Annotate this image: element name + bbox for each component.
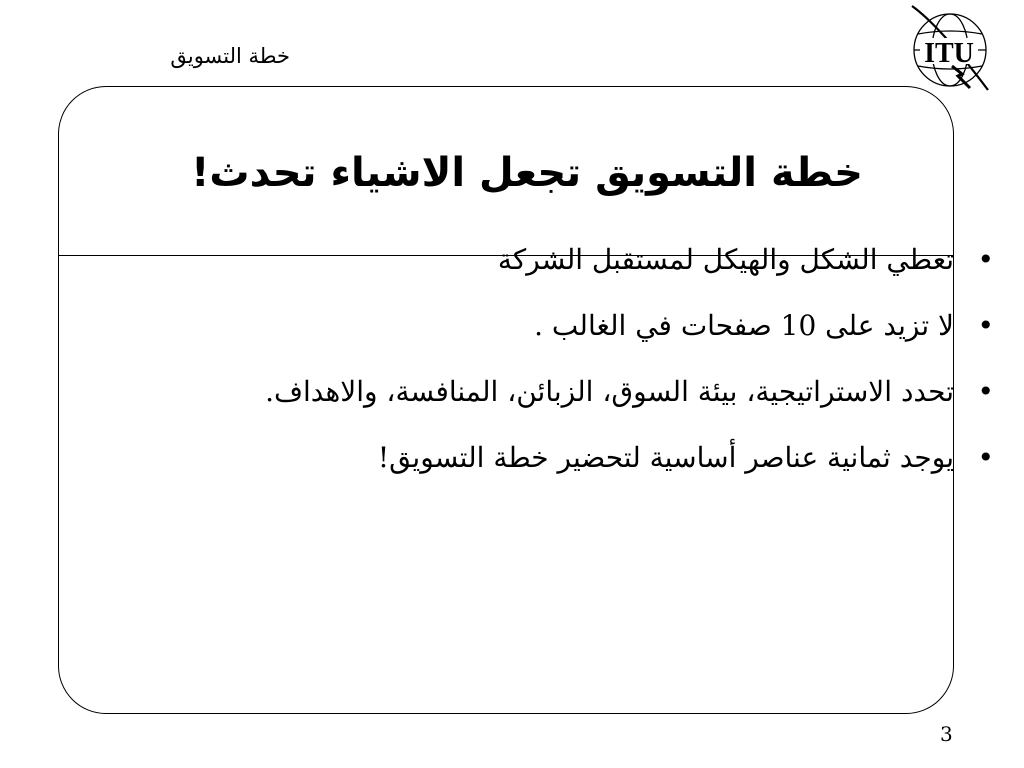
header-title: خطة التسويق — [170, 44, 290, 68]
bullet-text: لا تزيد على 10 صفحات في الغالب . — [534, 309, 954, 342]
bullet-item — [100, 302, 998, 350]
bullet-text: يوجد ثمانية عناصر أساسية لتحضير خطة التسويق! — [377, 441, 954, 474]
bullet-item — [100, 434, 998, 482]
bullet-marker: • — [977, 375, 994, 408]
bullet-item — [100, 236, 998, 284]
logo-text: ITU — [924, 38, 974, 69]
slide-title: خطة التسويق تجعل الاشياء تحدث! — [191, 150, 863, 196]
bullet-list — [100, 236, 998, 500]
bullet-text: تعطي الشكل والهيكل لمستقبل الشركة — [497, 243, 954, 276]
bullet-text: تحدد الاستراتيجية، بيئة السوق، الزبائن، المنافسة، والاهداف. — [265, 375, 954, 408]
bullet-item — [100, 368, 998, 416]
itu-logo — [900, 4, 996, 96]
page-number: 3 — [940, 722, 953, 746]
bullet-marker: • — [977, 441, 994, 474]
bullet-marker: • — [977, 243, 994, 276]
bullet-marker: • — [977, 309, 994, 342]
